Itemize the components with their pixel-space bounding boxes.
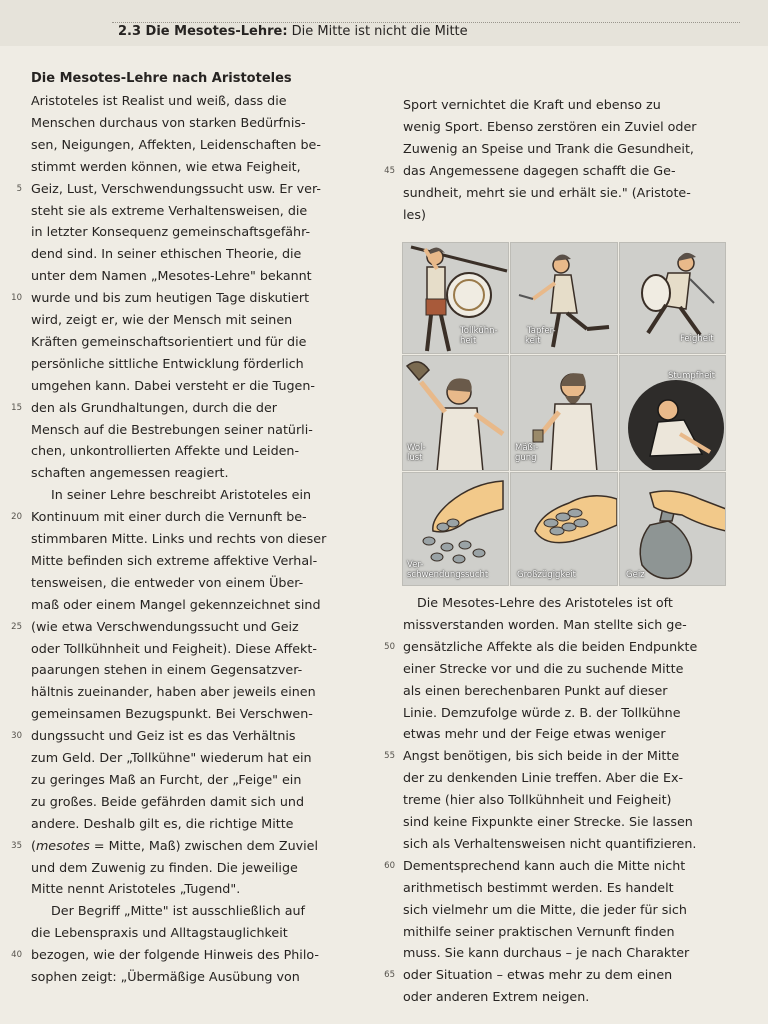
text-line: schaften angemessen reagiert. xyxy=(31,465,229,481)
text-line: mithilfe seiner praktischen Vernunft finden xyxy=(403,923,675,939)
text-line: unter dem Namen „Mesotes-Lehre" bekannt xyxy=(31,268,312,284)
line-number: 25 xyxy=(11,621,22,632)
label-verschwendungssucht-2: schwendungssucht xyxy=(407,570,489,580)
text-line: Menschen durchaus von starken Bedürfnis- xyxy=(31,114,306,130)
text-line: sophen zeigt: „Übermäßige Ausübung von xyxy=(31,969,300,984)
line-number: 65 xyxy=(384,970,395,981)
text-line: zu geringes Maß an Furcht, der „Feige" ein xyxy=(31,771,302,787)
label-tollkuehnheit-1: Tollkühn- xyxy=(460,326,498,336)
text-line: oder anderen Extrem neigen. xyxy=(403,989,590,1005)
text-line: dend sind. In seiner ethischen Theorie, die xyxy=(31,246,302,262)
text-line: stimmt werden können, wie etwa Feigheit, xyxy=(31,158,301,174)
text-line: persönliche sittliche Entwicklung förderlich xyxy=(31,355,304,371)
label-geiz: Geiz xyxy=(626,570,645,580)
line-number: 60 xyxy=(384,860,395,871)
text-line: (mesotes = Mitte, Maß) zwischen dem Zuviel xyxy=(31,837,318,853)
text-line: etwas mehr und der Feige etwas weniger xyxy=(403,726,666,742)
text-line: der zu denkenden Linie treffen. Aber die Ex- xyxy=(403,770,684,786)
text-line: missverstanden worden. Man stellte sich ge- xyxy=(403,616,687,632)
text-line: zu großes. Beide gefährden damit sich und xyxy=(31,793,304,809)
label-wollust-1: Wol- xyxy=(407,443,426,453)
label-tapferkeit-1: Tapfer- xyxy=(527,326,556,336)
warrior-with-spear-icon xyxy=(403,243,509,354)
label-feigheit: Feigheit xyxy=(680,334,714,344)
italic-term: mesotes xyxy=(35,837,90,853)
text-line: umgehen kann. Dabei versteht er die Tugen- xyxy=(31,377,315,393)
mesotes-illustration-grid xyxy=(402,242,726,586)
label-stumpfheit: Stumpfheit xyxy=(668,371,716,381)
text-line: Mitte nennt Aristoteles „Tugend". xyxy=(31,881,241,897)
panel-feigheit xyxy=(619,242,726,354)
text-line: Sport vernichtet die Kraft und ebenso zu xyxy=(403,97,661,112)
section-title xyxy=(118,24,468,39)
text-line: einer Strecke vor und die zu suchende Mitte xyxy=(403,660,684,676)
text-line: sind keine Fixpunkte einer Strecke. Sie lassen xyxy=(403,814,693,829)
text-line: Angst benötigen, bis sich beide in der Mitte xyxy=(403,748,680,764)
text-line: oder Tollkühnheit und Feigheit). Diese Affekt- xyxy=(31,640,317,656)
text-line: stimmbaren Mitte. Links und rechts von dieser xyxy=(31,531,327,546)
text-line: Dementsprechend kann auch die Mitte nicht xyxy=(403,857,686,873)
text-line: gemeinsamen Bezugspunkt. Bei Verschwen- xyxy=(31,706,313,722)
panel-tollkuehnheit xyxy=(402,242,509,354)
panel-grosszuegigkeit xyxy=(510,472,618,586)
header-dotted-rule xyxy=(112,22,740,23)
label-massigung-2: gung xyxy=(515,453,537,463)
line-number: 35 xyxy=(11,840,22,851)
line-number: 40 xyxy=(11,950,22,961)
section-header xyxy=(0,0,768,46)
label-grosszuegigkeit: Großzügigkeit xyxy=(517,570,576,580)
text-line: In seiner Lehre beschreibt Aristoteles ein xyxy=(51,487,312,503)
panel-wollust xyxy=(402,355,509,471)
text-line: Mitte befinden sich extreme affektive Verhal- xyxy=(31,552,318,568)
text-line: wird, zeigt er, wie der Mensch mit seinen xyxy=(31,312,293,327)
text-line: wurde und bis zum heutigen Tage diskutiert xyxy=(31,290,310,306)
label-massigung-1: Mäßi- xyxy=(515,443,539,453)
label-tollkuehnheit-2: heit xyxy=(460,336,477,346)
text-line: tensweisen, die entweder von einem Über- xyxy=(31,574,304,590)
text-line: Die Mesotes-Lehre des Aristoteles ist oft xyxy=(417,595,673,610)
subheading: Die Mesotes-Lehre nach Aristoteles xyxy=(31,71,292,86)
label-wollust-2: lust xyxy=(407,453,423,463)
panel-stumpfheit xyxy=(619,355,726,471)
label-verschwendungssucht-1: Ver- xyxy=(407,560,424,570)
text-line: sen, Neigungen, Affekten, Leidenschaften be- xyxy=(31,136,321,152)
text-line: bezogen, wie der folgende Hinweis des Philo- xyxy=(31,947,319,963)
text-line: chen, unkontrollierten Affekte und Leiden- xyxy=(31,443,300,459)
text-line: Zuwenig an Speise und Trank die Gesundheit, xyxy=(403,140,694,156)
line-number: 45 xyxy=(384,165,395,176)
line-number: 10 xyxy=(11,293,22,304)
text-line: zum Geld. Der „Tollkühne" wiederum hat ein xyxy=(31,750,312,765)
text-line: oder Situation – etwas mehr zu dem einen xyxy=(403,967,673,983)
text-line: treme (hier also Tollkühnheit und Feigheit) xyxy=(403,792,672,808)
text-line: sich als Verhaltensweisen nicht quantifizieren. xyxy=(403,835,697,851)
panel-verschwendungssucht xyxy=(402,472,509,586)
line-number: 5 xyxy=(16,183,22,194)
text-line: wenig Sport. Ebenso zerstören ein Zuviel oder xyxy=(403,118,697,134)
text-line: Mensch auf die Bestrebungen seiner natürli- xyxy=(31,421,313,437)
panel-tapferkeit xyxy=(510,242,618,354)
text-line: steht sie als extreme Verhaltensweisen, die xyxy=(31,202,308,218)
section-title-bold: 2.3 Die Mesotes-Lehre: xyxy=(118,24,288,39)
line-number: 55 xyxy=(384,751,395,762)
text-line: den als Grundhaltungen, durch die der xyxy=(31,399,277,415)
text-line: Linie. Demzufolge würde z. B. der Tollkühne xyxy=(403,704,681,720)
line-number: 30 xyxy=(11,731,22,742)
text-line: und dem Zuwenig zu finden. Die jeweilige xyxy=(31,859,298,875)
panel-geiz xyxy=(619,472,726,586)
text-line: les) xyxy=(403,206,426,222)
text-line: sich vielmehr um die Mitte, die jeder für sich xyxy=(403,901,687,917)
text-line: paarungen stehen in einem Gegensatzver- xyxy=(31,662,303,678)
text-line: Der Begriff „Mitte" ist ausschließlich auf xyxy=(51,903,305,919)
text-line: das Angemessene dagegen schafft die Ge- xyxy=(403,162,676,178)
text-line: in letzter Konsequenz gemeinschaftsgefähr- xyxy=(31,224,311,240)
section-title-rest: Die Mitte ist nicht die Mitte xyxy=(287,24,468,39)
text-line: sundheit, mehrt sie und erhält sie." (Aristote- xyxy=(403,184,691,200)
text-line: gensätzliche Affekte als die beiden Endpunkte xyxy=(403,638,698,654)
line-number: 50 xyxy=(384,641,395,652)
text-line: Aristoteles ist Realist und weiß, dass die xyxy=(31,93,287,108)
text-line: als einen berechenbaren Punkt auf dieser xyxy=(403,682,668,698)
panel-massigung xyxy=(510,355,618,471)
text-line: Geiz, Lust, Verschwendungssucht usw. Er ver- xyxy=(31,180,321,196)
text-line: muss. Sie kann durchaus – je nach Charakter xyxy=(403,945,690,961)
text-line: maß oder einem Mangel gekennzeichnet sind xyxy=(31,596,321,612)
text-line: andere. Deshalb gilt es, die richtige Mitte xyxy=(31,815,294,831)
line-number: 20 xyxy=(11,512,22,523)
text-line: arithmetisch bestimmt werden. Es handelt xyxy=(403,879,674,895)
text-line: Kräften gemeinschaftsorientiert und für die xyxy=(31,333,307,349)
text-line: Kontinuum mit einer durch die Vernunft be- xyxy=(31,509,307,525)
text-line: (wie etwa Verschwendungssucht und Geiz xyxy=(31,618,299,634)
line-number: 15 xyxy=(11,402,22,413)
text-line: hältnis zueinander, haben aber jeweils einen xyxy=(31,684,316,700)
text-line: die Lebenspraxis und Alltagstauglichkeit xyxy=(31,925,288,941)
label-tapferkeit-2: keit xyxy=(525,336,541,346)
text-line: dungssucht und Geiz ist es das Verhältnis xyxy=(31,728,296,744)
